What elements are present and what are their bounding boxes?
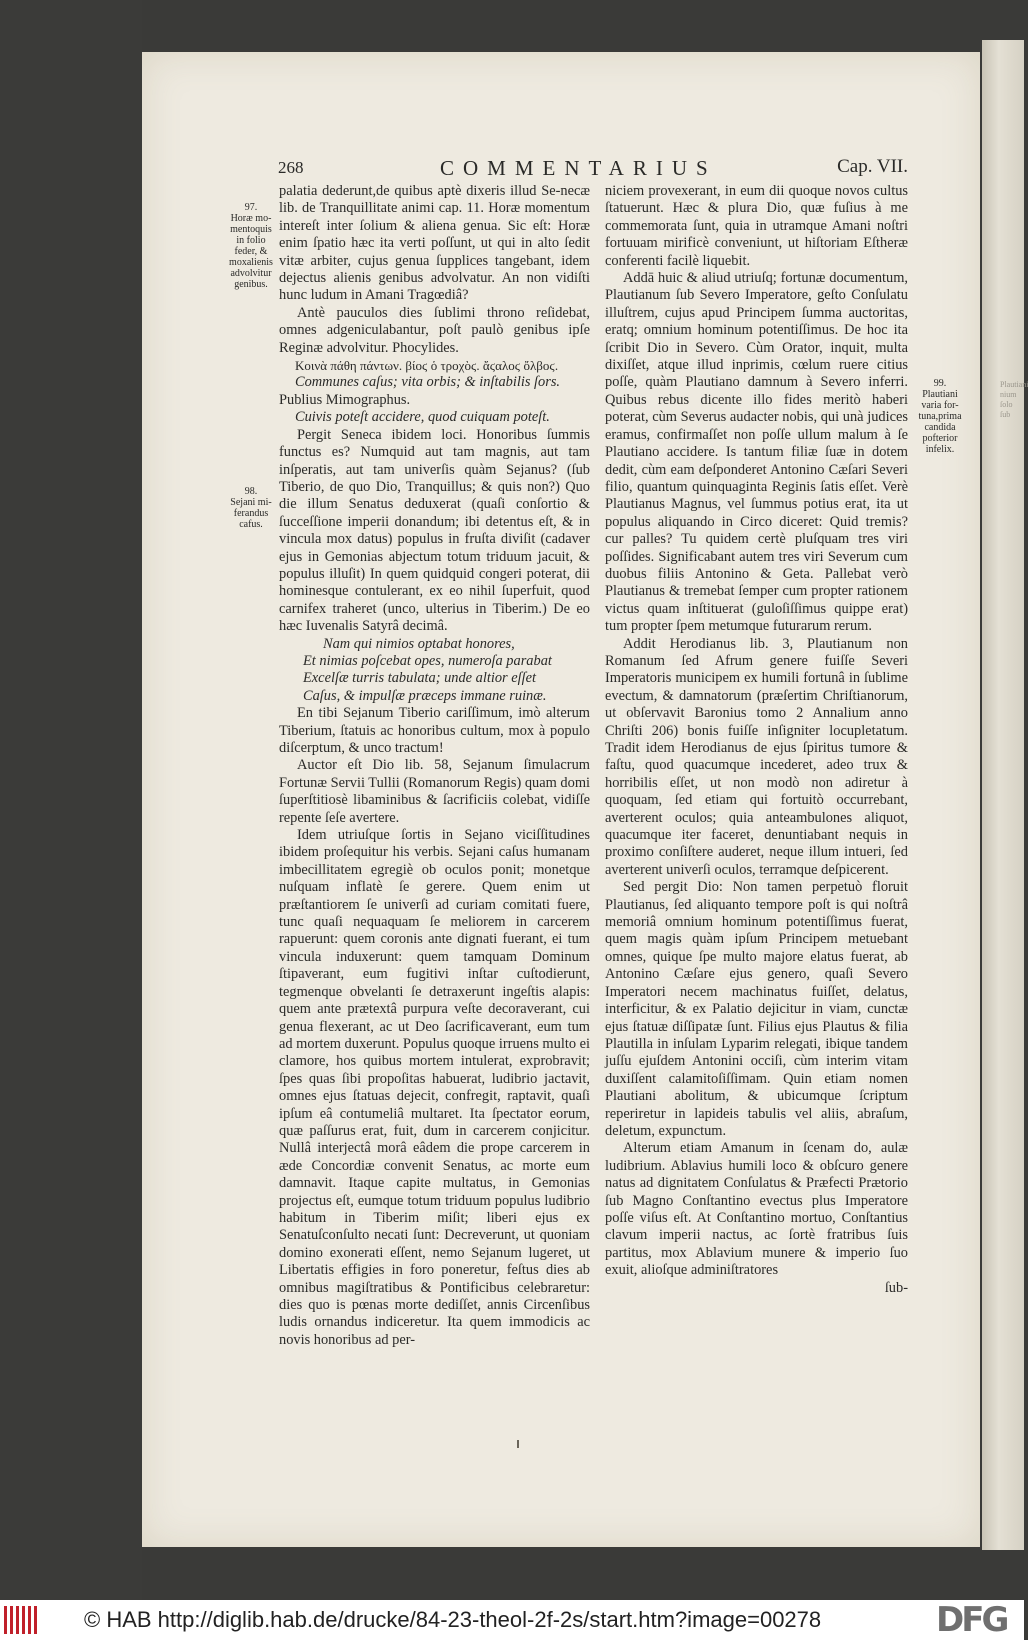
verse-line: Nam qui nimios optabat honores, [323, 635, 515, 652]
right-column [605, 183, 908, 1297]
paragraph: Idem utriuſque ſortis in Sejano viciſſitudines ibidem proſequitur his verbis. Sejani caſus humanam imbecillitatem egregiè ob oculos ponit; monetque nuſquam inflatè ſe gerere. Quem enim ut præſtantiorem ſe univerſi ad curiam comitati fuere, tunc quaſi nequaquam ſe meliorem in carcerem rapuerunt: quem coronis ante dignati fuerant, ei tum vincula induxerunt: quem tamquam Dominum ſtipaverant, eum fugitivi inſtar cuſtodierunt, tegmenque obvelanti ſe detraxerunt ingeſtis alapis: quem ante prætextâ purpura veſte decoraverant, cui genua flexerant, ac ut Deo ſacrificaverant, eum tum ad mortem duxerunt. Populus quoque irruens multo ei clamore, hos quibus mortem intulerat, exprobravit; ſpes quas ſibi propoſitas habuerat, ludibrio jactavit, omnes ejus ſtatuas dejecit, confregit, raptavit, quaſi ipſum eâ contumeliâ multaret. Ita ſpectator eorum, quæ paſſurus erat, fuit, dum in carcerem conjicitur. Nullâ interjectâ morâ eâdem die prope carcerem in æde Concordiæ convenit Senatus, ac morte eum damnavit. Itaque capite multatus, in Gemonias projectus eſt, eumque totum triduum populus ludibrio habitum in Tiberim miſit; liberi ejus ex Senatuſconſulto necati ſunt: Decreverunt, ut quoniam domino exonerati eſſent, nemo Sejanum lugeret, ut Libertatis effigies in foro poneretur, feſtus dies ab omnibus magiſtratibus & Pontificibus celebraretur: dies quo is pœnas morte dediſſet, annis Circenſibus ludis ornandus indiceretur. Ita quem immodicis ac novis honoribus ad per- [279, 827, 590, 1348]
greek-verse: Κοινὰ πάθη πάντων. βίοϛ ὁ τροχὸϛ. ἄϛαλοϛ ὄλβοϛ. [295, 358, 559, 374]
dfg-logo: DFG [936, 1600, 1007, 1640]
paragraph: Sed pergit Dio: Non tamen perpetuò floruit Plautianus, ſed aliquanto tempore poſt is qui noſtrâ memoriâ omnium hominum potentiſſimus fuerat, quem magis quàm ipſum Principem metuebant omnes, quique ſpe multo majore elatus fuerat, ab Antonino Cæſare ejus genero, quaſi Severo Imperatori necem machinatus fuiſſet, delatus, interficitur, & ex Palatio dejicitur in viam, cunctæ ejus ſtatuæ diſſipatæ ſunt. Filius ejus Plautus & filia Plautilla in inſulam Lyparim relegati, ibique tandem juſſu ejuſdem Antonini occiſi, cùm interim vitam duxiſſent calamitoſiſſimam. Quin etiam nomen Plautiani abolitum, & ubicumque ſcriptum reperiretur in lapideis tabulis vel aliis, abraſum, deletum, expunctum. [605, 879, 908, 1139]
verse-line: Caſus, & impulſæ præceps immane ruinæ. [303, 687, 547, 704]
paragraph: niciem provexerant, in eum dii quoque novos cultus ſtatuerunt. Hæc & plura Dio, quæ fuſius à me commemorata ſunt, quia in utramque Amani noſtri fortuuam mirificè conveniunt, ut hiſtoriam Eſtheræ conferenti facilè liquebit. [605, 183, 908, 269]
margin-note-98: 98. Sejani mi- ferandus cafus. [230, 486, 272, 530]
left-column [279, 183, 590, 1349]
page-number: 268 [278, 158, 304, 177]
verse-line: Excelſæ turris tabulata; unde altior eſſet [303, 670, 537, 687]
chapter-label: Cap. VII. [837, 156, 908, 177]
latin-verse: Cuivis poteſt accidere, quod cuiquam poteſt. [295, 409, 550, 426]
barcode-icon [4, 1606, 44, 1634]
verse-line: Et nimias poſcebat opes, numeroſa parabat [303, 652, 552, 669]
author-line: Publius Mimographus. [279, 391, 411, 408]
latin-verse: Communes caſus; vita orbis; & inſtabilis ſors. [295, 374, 561, 391]
adjacent-page-edge [982, 40, 1028, 1550]
running-head [278, 156, 908, 182]
paragraph: Addā huic & aliud utriuſq; fortunæ documentum, Plautianum ſub Severo Imperatore, geſto Conſulatu illuſtrem, cujus apud Principem ſumma auctoritas, eratq; omnium hominum potentiſſimus. De hoc ita ſcribit Dio in Severo. Cùm Orator, inquit, multa dixiſſet, atque illud inprimis, cœlum ruere citius poſſe, quàm Plautiano damnum à Severo inferri. Quibus rebus dicente illo fides meritò haberi poterat, cùm Severus audacter nobis, qui unà judices eramus, confirmaſſet non poſſe ullum malum à ſe Plautiano accidere. Is tantum filiæ ſuæ in dotem dedit, cùm eam deſponderet Antonino Cæſari Severi filio, quantum quinquaginta Reginis ſatis eſſet. Verè Plautianus Magnus, vel ſummus potius erat, ita ut populus aliquando in Circo diceret: Quid tremis? cur palles? Tu quidem certè pluſquam tres viri poſſides. Significabant autem tres viri Severum cum duobus filiis Antonino & Geta. Pallebat verò Plautianus & tremebat ſemper cum propter rationem victus quam inſtituerat (guloſiſſimus quippe erat) tum propter ſpem metumque futurarum rerum. [605, 270, 908, 635]
paragraph: palatia dederunt,de quibus aptè dixeris illud Se-necæ lib. de Tranquillitate animi cap. 11. Horæ momentum intereſt inter ſolium & aliena genua. Sic eſt: Horæ enim ſpatio hæc ita verti poſſunt, ut qui in alto ſedit vitæ arbiter, cujus genua ſupplices tangebant, idem dejectus alienis genibus advolvatur. An non vidiſti hunc ludum in Amani Tragœdiâ? [279, 183, 590, 304]
paragraph: Addit Herodianus lib. 3, Plautianum non Romanum ſed Afrum genere fuiſſe Severi Imperatoris municipem ex humili fortunâ in ſublime evectum, & damnatorum (præſertim Chriſtianorum, ut obſervavit Baronius tomo 2 Annalium anno Chriſti 206) bonis fuiſſe inſigniter locupletatum. Tradit idem Herodianus de ejus ſpiritus tumore & faſtu, quod quacumque incederet, adeo trux & horribilis eſſet, ut non modò non adiretur à quoquam, ſed etiam qui fortuitò occurrebant, averterent oculos; quia anteambulones aliquot, quacumque iter faceret, denuntiabant nequis in proximo conſiſtere auderet, neque illum intueri, ſed averterent univerſi oculos, terramque deſpicerent. [605, 635, 908, 878]
page-mark [517, 1440, 519, 1448]
paragraph: Antè pauculos dies ſublimi throno reſidebat, omnes adgeniculabantur, poſt paulò genibus ipſe Reginæ advolvitur. Phocylides. [279, 304, 590, 356]
footer-url-text[interactable]: © HAB http://diglib.hab.de/drucke/84-23-theol-2f-2s/start.htm?image=00278 [84, 1607, 822, 1632]
margin-note-99: 99. Plautiani varia for- tuna,prima candida pofterior infelix. [918, 378, 962, 455]
margin-note-97: 97. Horæ mo- mentoquis in folio feder, & moxalienis advolvitur genibus. [229, 202, 273, 290]
paragraph: Auctor eſt Dio lib. 58, Sejanum ſimulacrum Fortunæ Servii Tullii (Romanorum Regis) quam domi ſuperſtitiosè libaminibus & ſacrificiis colebat, vidiſſe repente ſeſe avertere. [279, 757, 591, 826]
catchword: ſub- [884, 1279, 908, 1296]
paragraph: Pergit Seneca ibidem loci. Honoribus ſummis functus es? Numquid aut tam magnis, aut tam inſperatis, aut tam univerſis quàm Sejanus? (ſub Tiberio, de quo Dio, Tranquillus; & quis non?) Quo die illum Senatus deduxerat (quaſi conſortio & ſucceſſione imperii donandum; ibi detentus eſt, & in vincula mox datus) populus in fruſta diviſit (cadaver ejus in Gemonias abjectum totum triduum jacuit, & populus illuſit) In quem quidquid congeri poterat, dii hominesque contulerant, ex eo nihil ſuperfuit, quod carnifex traheret (unco, ulterius in Tiberim.) De eo hæc Iuvenalis Satyrâ decimâ. [279, 426, 590, 635]
running-title: COMMENTARIUS [440, 156, 717, 180]
paragraph: Alterum etiam Amanum in ſcenam do, aulæ ludibrium. Ablavius humili loco & obſcuro genere natus ad dignitatem Conſulatus & Præfecti Prætorio ſub Magno Conſtantino evectus plus Imperatore poſſe viſus eſt. At Conſtantino mortuo, Conſtantius clavum imperii nactus, ac ſortè fratribus ſuis partitus, mox Ablavium munere & imperio ſuo exuit, alioſque adminiſtratores [605, 1140, 908, 1279]
adjacent-page-text: Plautiani nium ſolo ſub [1000, 380, 1028, 419]
paragraph: En tibi Sejanum Tiberio cariſſimum, imò alterum Tiberium, ſtatuis ac honoribus cultum, mox à populo diſcerptum, & unco tractum! [279, 705, 590, 756]
footer-bar [0, 1600, 1024, 1640]
scanner-background [0, 0, 142, 1600]
